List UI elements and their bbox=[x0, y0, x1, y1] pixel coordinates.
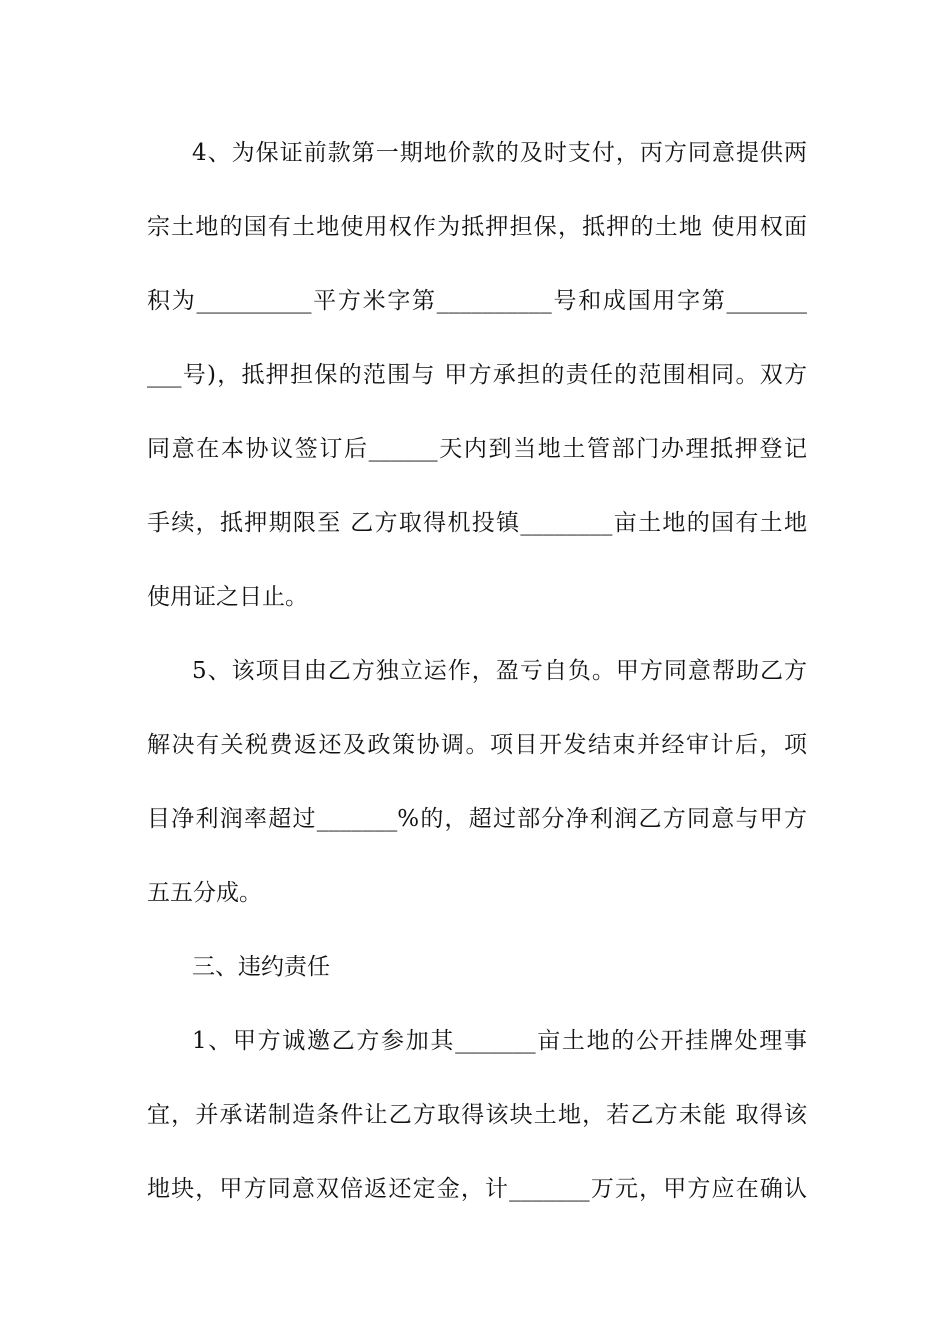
paragraph-1-line-1: 1、甲方诚邀乙方参加其_______亩土地的公开挂牌处理事 bbox=[192, 1028, 807, 1054]
paragraph-1-line-2: 宜，并承诺制造条件让乙方取得该块土地，若乙方未能 取得该 bbox=[147, 1102, 807, 1128]
section-heading-breach-liability: 三、违约责任 bbox=[192, 954, 330, 980]
paragraph-4-line-6: 手续，抵押期限至 乙方取得机投镇________亩土地的国有土地 bbox=[147, 510, 807, 536]
paragraph-5-line-2: 解决有关税费返还及政策协调。项目开发结束并经审计后，项 bbox=[147, 732, 807, 758]
paragraph-1-line-3: 地块，甲方同意双倍返还定金，计_______万元，甲方应在确认 bbox=[147, 1176, 807, 1202]
paragraph-5-line-4: 五五分成。 bbox=[147, 880, 262, 906]
paragraph-4-line-1: 4、为保证前款第一期地价款的及时支付，丙方同意提供两 bbox=[192, 140, 807, 166]
paragraph-4-line-3: 积为__________平方米字第__________号和成国用字第_______ bbox=[147, 288, 807, 314]
paragraph-5-line-1: 5、该项目由乙方独立运作，盈亏自负。甲方同意帮助乙方 bbox=[192, 658, 807, 684]
paragraph-4-line-7: 使用证之日止。 bbox=[147, 584, 308, 610]
paragraph-4-line-5: 同意在本协议签订后______天内到当地土管部门办理抵押登记 bbox=[147, 436, 807, 462]
paragraph-4-line-4: ___号)，抵押担保的范围与 甲方承担的责任的范围相同。双方 bbox=[147, 362, 807, 388]
paragraph-5-line-3: 目净利润率超过_______%的，超过部分净利润乙方同意与甲方 bbox=[147, 806, 807, 832]
paragraph-4-line-2: 宗土地的国有土地使用权作为抵押担保，抵押的土地 使用权面 bbox=[147, 214, 807, 240]
